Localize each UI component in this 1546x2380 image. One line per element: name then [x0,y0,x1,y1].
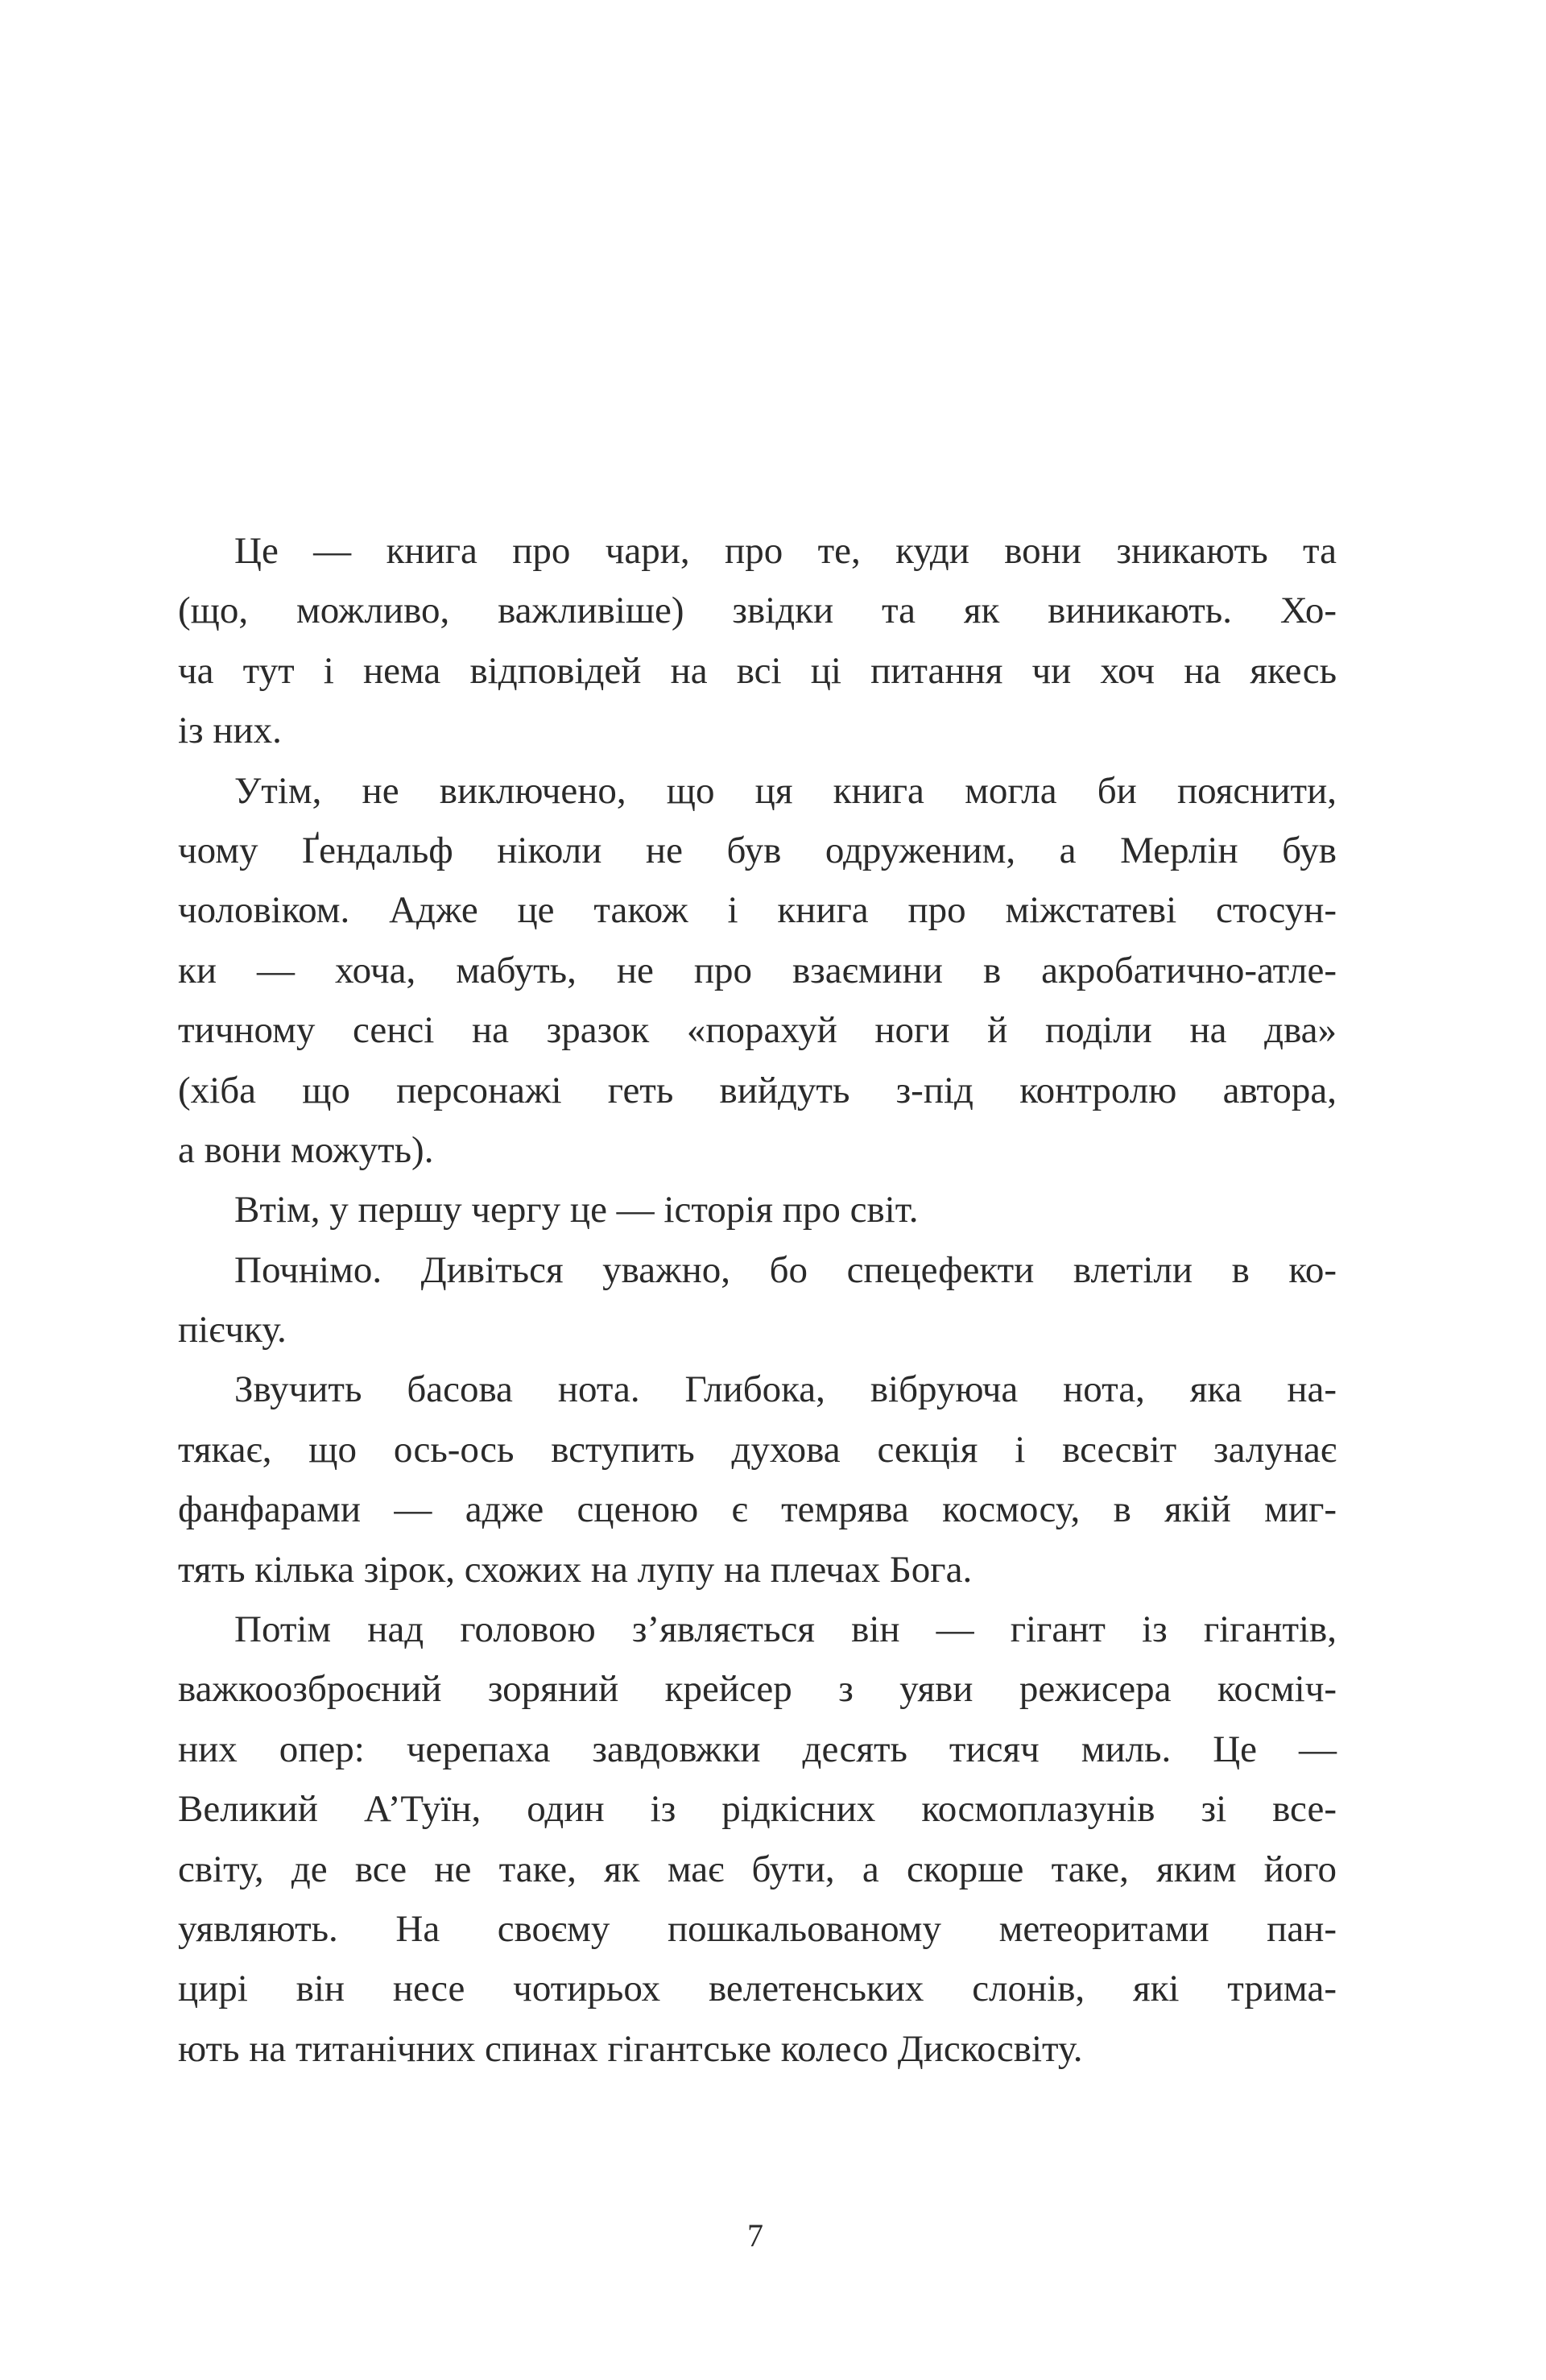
text-line: світу, де все не таке, як має бути, а скорше таке, яким його [178,1848,1337,1890]
text-line: ки — хоча, мабуть, не про взаємини в акробатично-атле- [178,949,1337,991]
text-line: Великий А’Туїн, один із рідкісних космоплазунів зі все- [178,1788,1337,1831]
text-line: а вони можуть). [178,1128,434,1171]
text-line: уявляють. На своєму пошкальованому метеоритами пан- [178,1907,1337,1950]
text-line: важкоозброєний зоряний крейсер з уяви режисера косміч- [178,1668,1337,1711]
text-line: тять кілька зірок, схожих на лупу на плечах Бога. [178,1548,973,1591]
text-line: цирі він несе чотирьох велетенських слонів, які трима- [178,1968,1337,2010]
page-number: 7 [747,2217,763,2254]
text-line: Звучить басова нота. Глибока, вібруюча нота, яка на- [234,1368,1337,1411]
text-line: тичному сенсі на зразок «порахуй ноги й поділи на два» [178,1009,1337,1052]
text-line: Утім, не виключено, що ця книга могла би пояснити, [234,769,1337,812]
text-line: Втім, у першу чергу це — історія про світ. [234,1189,919,1231]
text-line: (що, можливо, важливіше) звідки та як виникають. Хо- [178,590,1337,632]
text-line: Почнімо. Дивіться уважно, бо спецефекти влетіли в ко- [234,1248,1337,1291]
text-line: тякає, що ось-ось вступить духова секція і всесвіт залунає [178,1428,1337,1471]
text-line: них опер: черепаха завдовжки десять тисяч миль. Це — [178,1728,1337,1770]
text-line: Це — книга про чари, про те, куди вони зникають та [234,530,1337,572]
text-line: пієчку. [178,1309,287,1351]
text-line: ють на титанічних спинах гігантське колесо Дискосвіту. [178,2027,1083,2070]
text-line: (хіба що персонажі геть вийдуть з-під контролю автора, [178,1069,1337,1111]
text-line: Потім над головою з’являється він — гігант із гігантів, [234,1608,1337,1651]
text-line: із них. [178,710,282,752]
text-line: фанфарами — адже сценою є темрява космосу, в якій миг- [178,1488,1337,1531]
text-line: чоловіком. Адже це також і книга про міжстатеві стосун- [178,889,1337,932]
book-page-body [178,521,1337,2079]
text-line: чому Ґендальф ніколи не був одруженим, а Мерлін був [178,829,1337,871]
text-line: ча тут і нема відповідей на всі ці питання чи хоч на якесь [178,649,1337,692]
